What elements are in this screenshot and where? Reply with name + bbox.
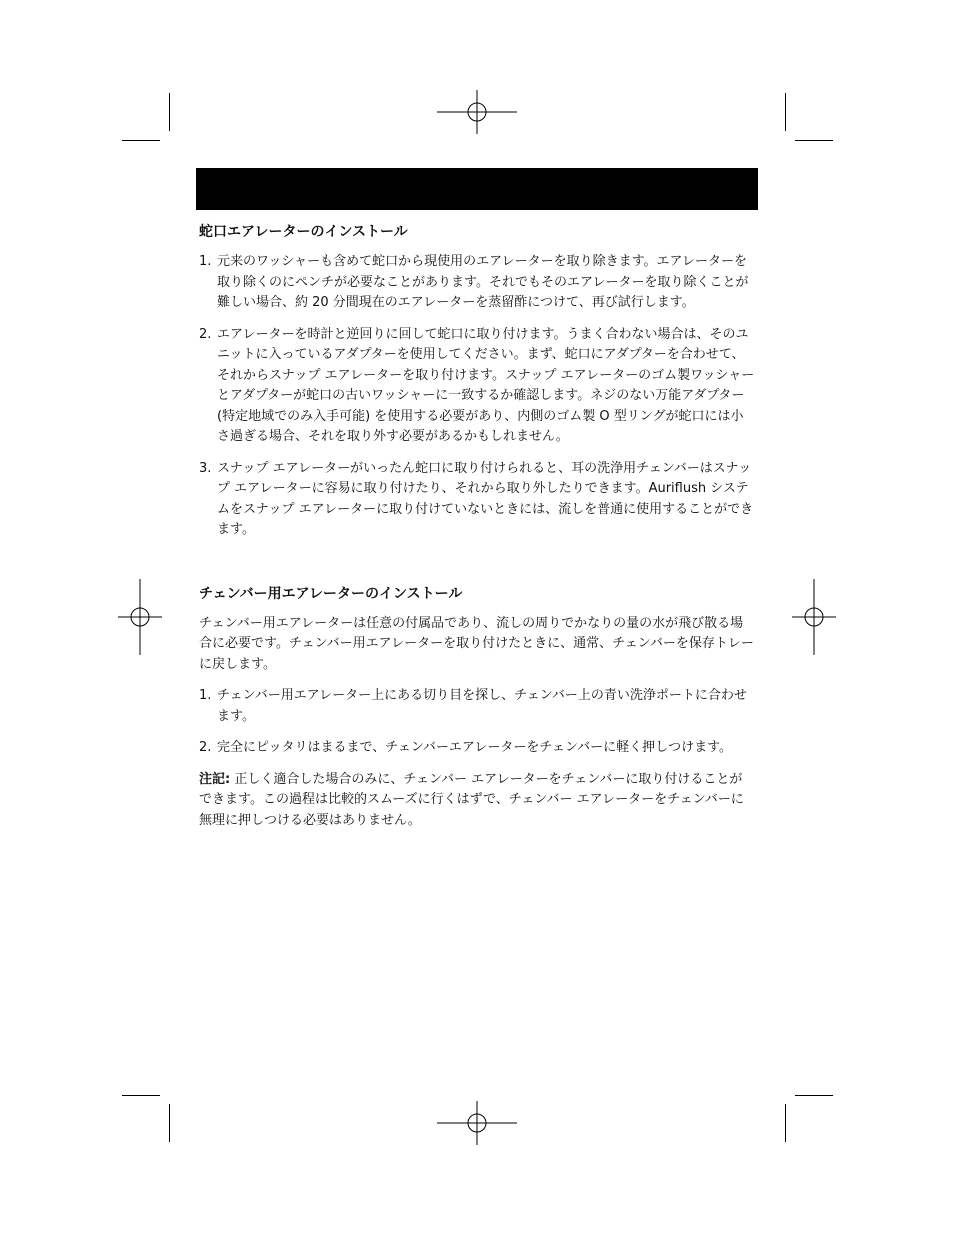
list-item — [199, 325, 755, 448]
crop-mark-bottom-left-horizontal — [122, 1095, 160, 1096]
note-paragraph — [199, 770, 755, 832]
step-number: 1. — [199, 688, 212, 703]
crop-mark-top-right-horizontal — [795, 140, 833, 141]
chamber-aerator-intro: チェンバー用エアレーターは任意の付属品であり、流しの周りでかなりの量の水が飛び散る場合に必要です。チェンバー用エアレーターを取り付けたときに、通常、チェンバーを保存トレーに戻します。 — [199, 615, 754, 672]
section-heading-chamber-aerator: チェンバー用エアレーターのインストール — [199, 585, 463, 602]
crop-mark-top-left-vertical — [169, 93, 170, 131]
registration-mark-bottom-icon — [437, 1101, 517, 1145]
list-item — [199, 459, 755, 541]
step-number: 1. — [199, 254, 212, 269]
note-text: 正しく適合した場合のみに、チェンバー エアレーターをチェンバーに取り付けることができます。この過程は比較的スムーズに行くはずで、チェンバー エアレーターをチェンバーに無理に押しつける必要はありません。 — [199, 771, 744, 828]
list-item — [199, 686, 755, 727]
step-number: 3. — [199, 460, 212, 476]
header-bar — [196, 168, 758, 210]
list-item — [199, 252, 755, 314]
list-item — [199, 738, 755, 759]
step-text: 完全にピッタリはまるまで、チェンバーエアレーターをチェンバーに軽く押しつけます。 — [217, 740, 733, 755]
note-label: 注記: — [199, 771, 231, 787]
step-number: 2. — [199, 326, 212, 342]
crop-mark-top-right-vertical — [785, 93, 786, 131]
crop-mark-bottom-left-vertical — [169, 1104, 170, 1142]
crop-mark-bottom-right-horizontal — [795, 1095, 833, 1096]
section-heading-faucet-aerator: 蛇口エアレーターのインストール — [199, 224, 408, 240]
crop-mark-top-left-horizontal — [122, 140, 160, 141]
step-text: スナップ エアレーターがいったん蛇口に取り付けられると、耳の洗浄用チェンバーはスナップ エアレーターに容易に取り付けたり、それから取り外したりできます。Auriflush システムをスナップ エアレーターに取り付けていないときには、流しを普通に使用することができます。 — [217, 460, 754, 537]
chamber-aerator-steps — [199, 686, 755, 759]
faucet-aerator-steps — [199, 252, 755, 541]
registration-mark-right-icon — [792, 579, 836, 655]
step-text: 元来のワッシャーも含めて蛇口から現使用のエアレーターを取り除きます。エアレーターを取り除くのにペンチが必要なことがあります。それでもそのエアレーターを取り除くことが難しい場合、約 20 分間現在のエアレーターを蒸留酢につけて、再び試行します。 — [217, 254, 749, 310]
step-text: チェンバー用エアレーター上にある切り目を探し、チェンバー上の青い洗浄ポートに合わせます。 — [217, 688, 747, 724]
page-content — [199, 222, 755, 842]
registration-mark-left-icon — [118, 579, 162, 655]
section-spacer — [199, 552, 755, 584]
registration-mark-top-icon — [437, 90, 517, 134]
crop-mark-bottom-right-vertical — [785, 1104, 786, 1142]
step-text: エアレーターを時計と逆回りに回して蛇口に取り付けます。うまく合わない場合は、そのユニットに入っているアダプターを使用してください。まず、蛇口にアダプターを合わせて、それからスナップ エアレーターを取り付けます。スナップ エアレーターのゴム製ワッシャーとアダプターが蛇口の古いワッシャーに一致するか確認します。ネジのない万能アダプター (特定地域でのみ入手可能) を使用する必要があり、内側のゴム製 O 型リングが蛇口には小さ過ぎる場合、それを取り外す必要があるかもしれません。 — [217, 326, 755, 444]
step-number: 2. — [199, 740, 212, 755]
